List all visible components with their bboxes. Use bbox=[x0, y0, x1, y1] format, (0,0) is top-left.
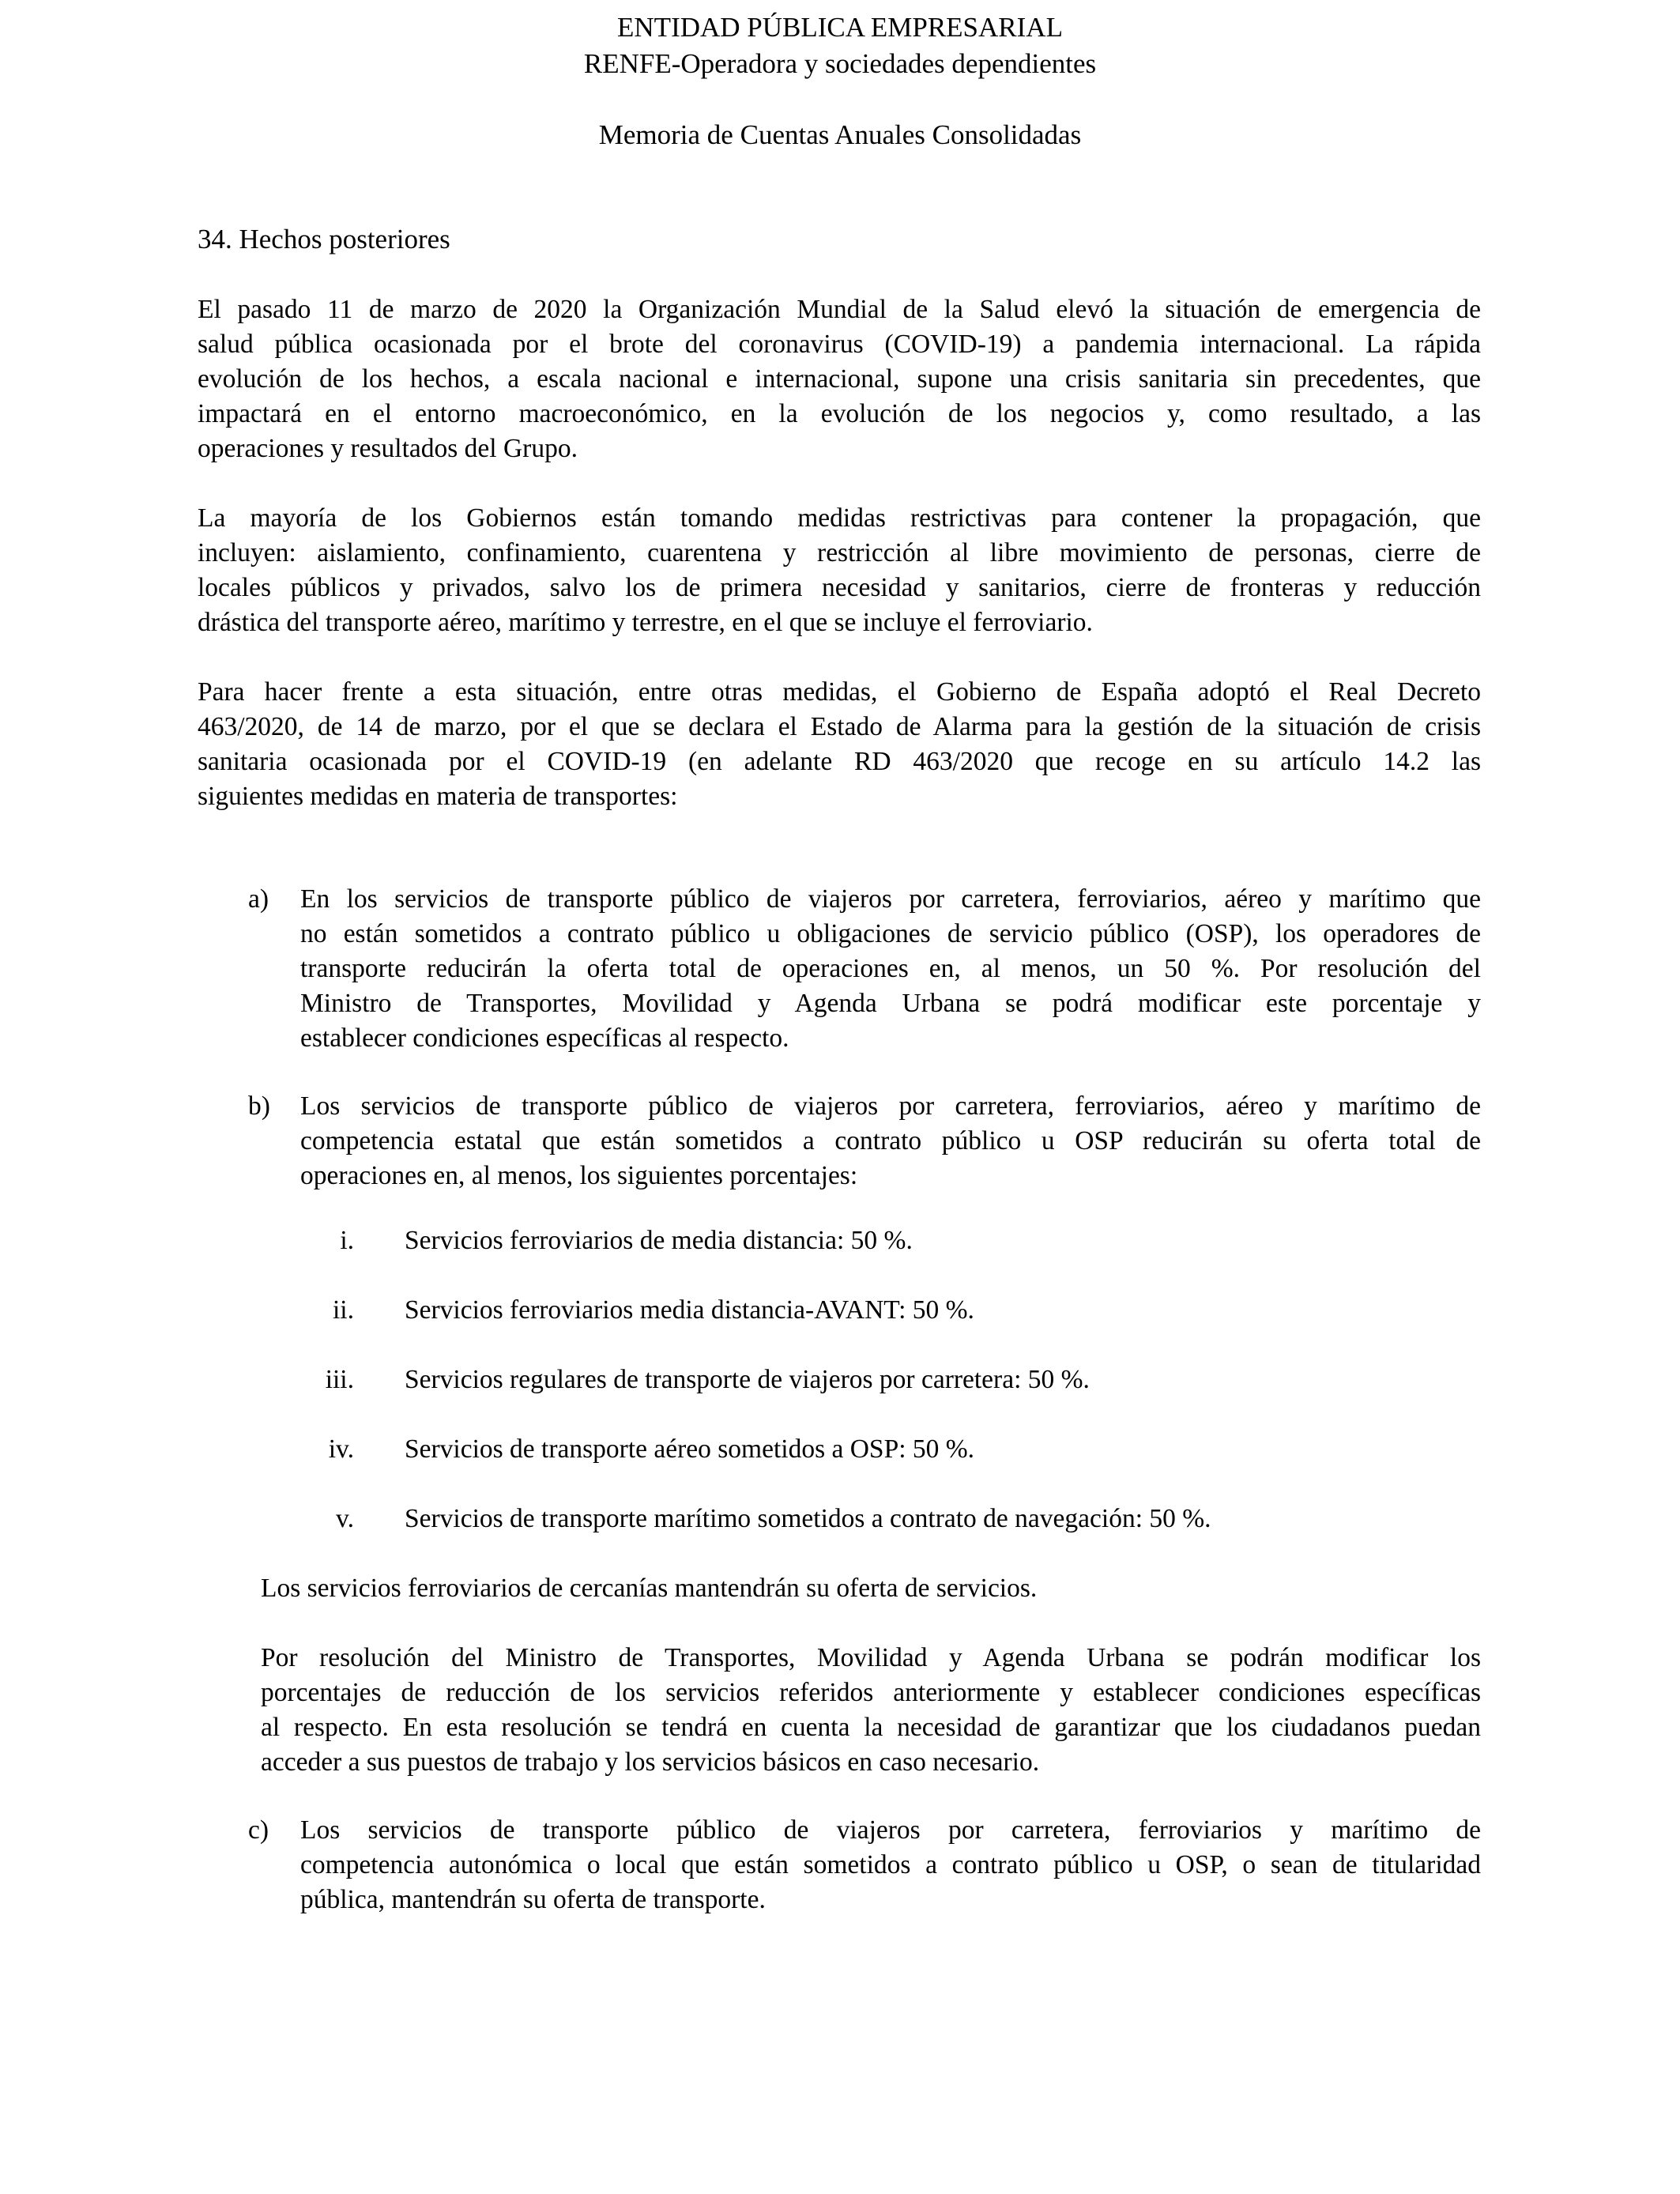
list-item-a bbox=[300, 882, 1481, 1056]
text-line: acceder a sus puestos de trabajo y los servicios básicos en caso necesario. bbox=[261, 1747, 1040, 1777]
list-item-label-b: b) bbox=[248, 1091, 270, 1121]
text-line: impactará en el entorno macroeconómico, en la evolución de los negocios y, como resultado, a las bbox=[198, 399, 1481, 428]
text-line: Ministro de Transportes, Movilidad y Agenda Urbana se podrá modificar este porcentaje y bbox=[300, 989, 1481, 1018]
text-line: Los servicios de transporte público de viajeros por carretera, ferroviarios y marítimo de bbox=[300, 1815, 1481, 1845]
text-line: operaciones y resultados del Grupo. bbox=[198, 434, 578, 463]
text-line: Por resolución del Ministro de Transportes, Movilidad y Agenda Urbana se podrán modificar los bbox=[261, 1643, 1481, 1672]
paragraph-cercanias bbox=[261, 1571, 1481, 1606]
text-line: incluyen: aislamiento, confinamiento, cuarentena y restricción al libre movimiento de personas, cierre de bbox=[198, 538, 1481, 567]
paragraph-ministerial-resolution bbox=[261, 1641, 1481, 1780]
text-line: 463/2020, de 14 de marzo, por el que se declara el Estado de Alarma para la gestión de la situación de crisis bbox=[198, 712, 1481, 741]
subitem-label: ii. bbox=[333, 1295, 354, 1325]
list-item-label-a: a) bbox=[248, 884, 269, 914]
paragraph-government-measures bbox=[198, 501, 1481, 640]
text-line: al respecto. En esta resolución se tendrá en cuenta la necesidad de garantizar que los ciudadanos puedan bbox=[261, 1713, 1481, 1742]
text-line: Para hacer frente a esta situación, entre otras medidas, el Gobierno de España adoptó el Real Decreto bbox=[198, 677, 1481, 707]
text-line: La mayoría de los Gobiernos están tomando medidas restrictivas para contener la propagación, que bbox=[198, 503, 1481, 533]
text-line: Los servicios ferroviarios de cercanías mantendrán su oferta de servicios. bbox=[261, 1574, 1038, 1603]
text-line: locales públicos y privados, salvo los de primera necesidad y sanitarios, cierre de fronteras y reducción bbox=[198, 573, 1481, 602]
subitem-label: iv. bbox=[328, 1434, 354, 1464]
text-line: pública, mantendrán su oferta de transporte. bbox=[300, 1885, 766, 1914]
subitem-label: iii. bbox=[325, 1365, 354, 1394]
text-line: porcentajes de reducción de los servicios referidos anteriormente y establecer condiciones específicas bbox=[261, 1678, 1481, 1707]
text-line: establecer condiciones específicas al respecto. bbox=[300, 1023, 789, 1053]
text-line: competencia estatal que están sometidos a contrato público u OSP reducirán su oferta total de bbox=[300, 1126, 1481, 1155]
text-line: evolución de los hechos, a escala nacional e internacional, supone una crisis sanitaria sin precedentes, que bbox=[198, 364, 1481, 394]
text-line: transporte reducirán la oferta total de operaciones en, al menos, un 50 %. Por resolución del bbox=[300, 954, 1481, 983]
text-line: salud pública ocasionada por el brote del coronavirus (COVID-19) a pandemia internacional. La rápida bbox=[198, 330, 1481, 359]
subitem-label: v. bbox=[336, 1504, 354, 1533]
text-line: no están sometidos a contrato público u obligaciones de servicio público (OSP), los operadores de bbox=[300, 919, 1481, 948]
paragraph-pandemic bbox=[198, 292, 1481, 466]
subitem-text: Servicios de transporte aéreo sometidos a OSP: 50 %. bbox=[405, 1434, 975, 1464]
text-line: operaciones en, al menos, los siguientes porcentajes: bbox=[300, 1161, 858, 1190]
list-item-b bbox=[300, 1089, 1481, 1193]
text-line: competencia autonómica o local que están sometidos a contrato público u OSP, o sean de titularidad bbox=[300, 1850, 1481, 1879]
text-line: En los servicios de transporte público de viajeros por carretera, ferroviarios, aéreo y marítimo que bbox=[300, 884, 1481, 914]
list-item-c bbox=[300, 1813, 1481, 1917]
text-line: sanitaria ocasionada por el COVID-19 (en adelante RD 463/2020 que recoge en su artículo 14.2 las bbox=[198, 747, 1481, 776]
paragraph-royal-decree bbox=[198, 675, 1481, 814]
text-line: Los servicios de transporte público de viajeros por carretera, ferroviarios, aéreo y marítimo de bbox=[300, 1091, 1481, 1121]
subitem-text: Servicios de transporte marítimo sometidos a contrato de navegación: 50 %. bbox=[405, 1504, 1211, 1533]
header-entity: ENTIDAD PÚBLICA EMPRESARIAL bbox=[617, 12, 1063, 43]
section-title: 34. Hechos posteriores bbox=[198, 224, 450, 254]
header-company: RENFE-Operadora y sociedades dependientes bbox=[583, 48, 1097, 79]
text-line: siguientes medidas en materia de transportes: bbox=[198, 782, 678, 811]
text-line: El pasado 11 de marzo de 2020 la Organización Mundial de la Salud elevó la situación de emergencia de bbox=[198, 295, 1481, 324]
subitem-label: i. bbox=[340, 1226, 354, 1255]
subitem-text: Servicios ferroviarios media distancia-AVANT: 50 %. bbox=[405, 1295, 974, 1325]
list-item-label-c: c) bbox=[248, 1815, 269, 1845]
subitem-text: Servicios regulares de transporte de viajeros por carretera: 50 %. bbox=[405, 1365, 1090, 1394]
text-line: drástica del transporte aéreo, marítimo y terrestre, en el que se incluye el ferroviario. bbox=[198, 608, 1093, 637]
subitem-text: Servicios ferroviarios de media distancia: 50 %. bbox=[405, 1226, 913, 1255]
header-report-title: Memoria de Cuentas Anuales Consolidadas bbox=[598, 119, 1082, 150]
